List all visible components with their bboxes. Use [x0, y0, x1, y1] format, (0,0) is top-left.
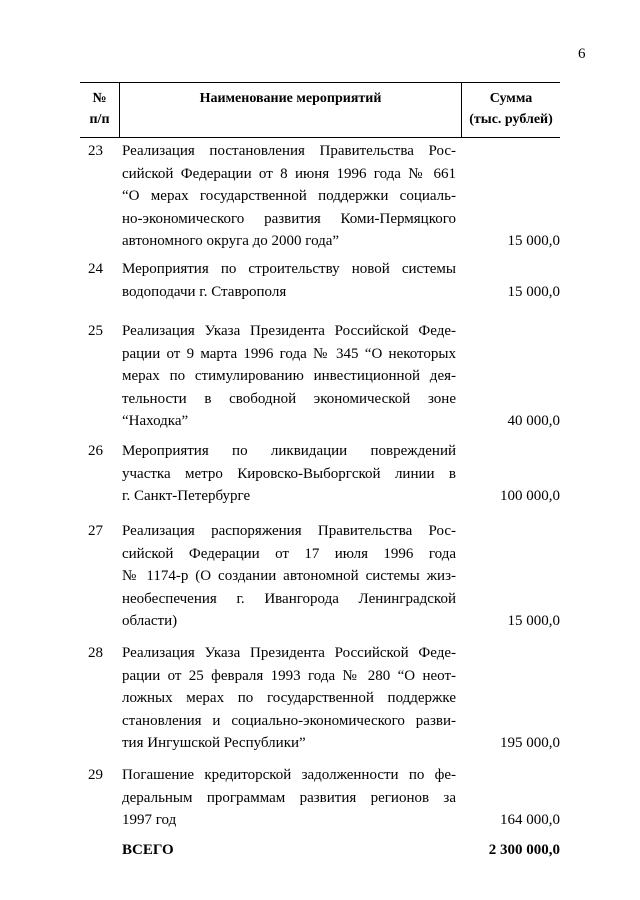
row-sum: 40 000,0 — [507, 413, 560, 429]
row-number: 25 — [88, 323, 103, 339]
row-description-line: Мероприятия по строительству новой системы — [122, 261, 456, 277]
row-description — [122, 520, 456, 633]
row-description-line: Реализация Указа Президента Российской Феде- — [122, 645, 456, 661]
row-number: 29 — [88, 767, 103, 783]
header-sum-line1: Сумма — [489, 91, 533, 106]
header-sum-line2: (тыс. рублей) — [469, 112, 553, 127]
header-num-line1: № — [92, 91, 107, 106]
header-sum-column — [462, 83, 560, 137]
row-description-line: рации от 25 февраля 1993 года № 280 “О неот- — [122, 667, 456, 684]
row-description-line: мерах по стимулированию инвестиционной дея- — [122, 368, 456, 384]
row-description-line: “Находка” — [122, 413, 189, 429]
row-description-line: необеспечения г. Ивангорода Ленинградской — [122, 590, 456, 607]
header-name-column — [120, 83, 462, 137]
row-description-line: автономного округа до 2000 года” — [122, 233, 340, 249]
row-number: 23 — [88, 143, 103, 159]
total-value: 2 300 000,0 — [488, 842, 560, 858]
table-header — [80, 82, 560, 138]
row-number: 24 — [88, 261, 103, 277]
row-description-line: № 1174-р (О создании автономной системы жиз- — [122, 568, 456, 584]
row-description-line: водоподачи г. Ставрополя — [122, 283, 287, 300]
row-description-line: Погашение кредиторской задолженности по фе- — [122, 767, 456, 783]
row-description — [122, 258, 456, 303]
row-description-line: сийской Федерации от 8 июня 1996 года № 661 — [122, 165, 456, 182]
row-sum: 15 000,0 — [507, 283, 560, 300]
row-description-line: Мероприятия по ликвидации повреждений — [122, 443, 456, 459]
row-description-line: г. Санкт-Петербурге — [122, 488, 251, 504]
header-num-column — [80, 83, 120, 137]
row-description-line: области) — [122, 613, 178, 629]
row-description-line: Реализация распоряжения Правительства Рос- — [122, 523, 456, 539]
row-description — [122, 140, 456, 253]
row-sum: 15 000,0 — [507, 613, 560, 629]
row-description-line: Реализация постановления Правительства Рос- — [122, 143, 456, 159]
header-name: Наименование мероприятий — [199, 91, 382, 106]
row-description-line: тельности в свободной экономической зоне — [122, 390, 456, 407]
page-number: 6 — [578, 46, 586, 62]
row-description-line: сийской Федерации от 17 июля 1996 года — [122, 545, 456, 562]
row-number: 26 — [88, 443, 103, 459]
row-number: 27 — [88, 523, 103, 539]
row-description-line: становления и социально-экономического разви- — [122, 712, 456, 729]
row-description-line: Реализация Указа Президента Российской Феде- — [122, 323, 456, 339]
row-sum: 15 000,0 — [507, 233, 560, 249]
row-sum: 100 000,0 — [500, 488, 560, 504]
row-description-line: рации от 9 марта 1996 года № 345 “О некоторых — [122, 345, 456, 362]
row-description — [122, 642, 456, 755]
row-description-line: тия Ингушской Республики” — [122, 735, 306, 751]
row-description-line: “О мерах государственной поддержки социаль- — [122, 188, 456, 204]
row-sum: 195 000,0 — [500, 735, 560, 751]
row-description-line: участка метро Кировско-Выборгской линии в — [122, 465, 456, 482]
row-description — [122, 320, 456, 433]
row-sum: 164 000,0 — [500, 812, 560, 828]
row-description — [122, 440, 456, 508]
row-description-line: ложных мерах по государственной поддержке — [122, 690, 456, 706]
header-num-line2: п/п — [89, 112, 110, 127]
row-number: 28 — [88, 645, 103, 661]
total-label: ВСЕГО — [122, 842, 174, 858]
row-description-line: деральным программам развития регионов за — [122, 789, 456, 806]
row-description — [122, 764, 456, 832]
row-description-line: 1997 год — [122, 812, 177, 828]
row-description-line: но-экономического развития Коми-Пермяцкого — [122, 210, 456, 227]
